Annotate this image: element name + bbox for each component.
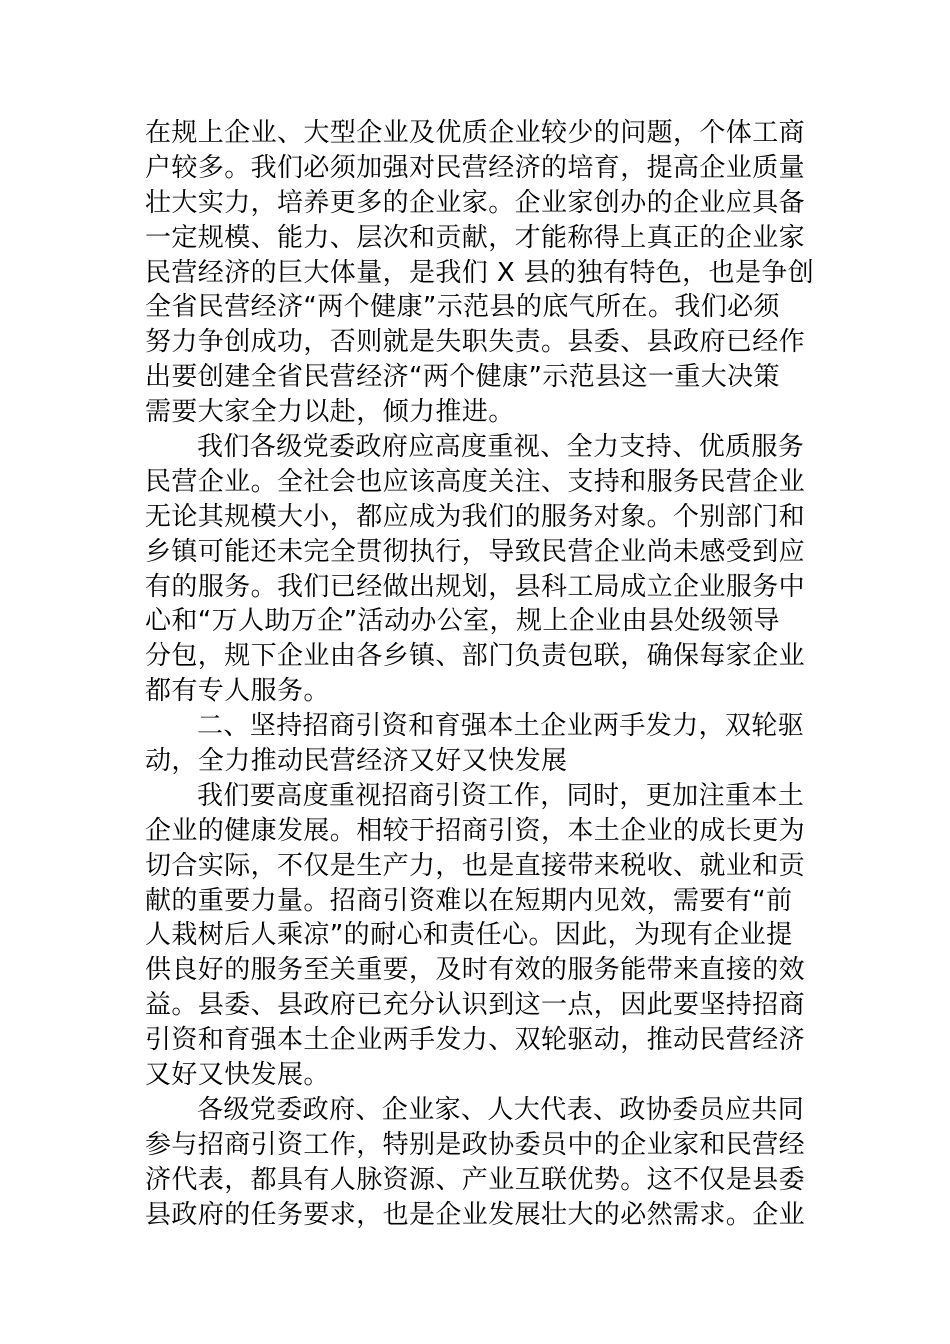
text-line: 切合实际，不仅是生产力，也是直接带来税收、就业和贡 [145,850,806,881]
text-line: 民营企业。全社会也应该高度关注、支持和服务民营企业 [145,466,806,497]
paragraph-3 [145,779,807,1093]
text-line: 全省民营经济“两个健康”示范县的底气所在。我们必须 [145,292,780,323]
text-line: 在规上企业、大型企业及优质企业较少的问题，个体工商 [145,118,806,148]
text-line: 人栽树后人乘凉”的耐心和责任心。因此，为现有企业提 [145,920,793,951]
text-line: 一定规模、能力、层次和贡献，才能称得上真正的企业家 [145,222,806,253]
text-line: 县政府的任务要求，也是企业发展壮大的必然需求。企业 [145,1199,806,1230]
text-line: 我们要高度重视招商引资工作，同时，更加注重本土 [197,780,805,811]
paragraph-2 [145,430,807,709]
section-heading-2 [145,709,807,779]
paragraph-4 [145,1093,807,1233]
text-line: 有的服务。我们已经做出规划，县科工局成立企业服务中 [145,571,806,602]
heading-line: 动，全力推动民营经济又好又快发展 [145,746,568,777]
text-line: 引资和育强本土企业两手发力、双轮驱动，推动民营经济 [145,1025,806,1056]
text-line: 企业的健康发展。相较于招商引资，本土企业的成长更为 [145,815,806,846]
text-line: 无论其规模大小，都应成为我们的服务对象。个别部门和 [145,501,806,532]
paragraph-1 [145,116,815,430]
heading-line: 二、坚持招商引资和育强本土企业两手发力，双轮驱 [197,711,805,742]
text-line: 各级党委政府、企业家、人大代表、政协委员应共同 [197,1094,805,1125]
text-line: 努力争创成功，否则就是失职失责。县委、县政府已经作 [145,327,806,358]
text-line: 都有专人服务。 [145,676,330,707]
text-line: 心和“万人助万企”活动办公室，规上企业由县处级领导 [145,606,780,637]
text-line: 出要创建全省民营经济“两个健康”示范县这一重大决策 [145,362,780,393]
text-line: 供良好的服务至关重要，及时有效的服务能带来直接的效 [145,955,806,986]
text-line: 乡镇可能还未完全贯彻执行，导致民营企业尚未感受到应 [145,536,806,567]
document-body [145,116,815,1233]
text-line: 需要大家全力以赴，倾力推进。 [145,397,515,428]
text-line: 益。县委、县政府已充分认识到这一点，因此要坚持招商 [145,990,806,1021]
text-line: 我们各级党委政府应高度重视、全力支持、优质服务 [197,432,805,463]
text-line: 壮大实力，培养更多的企业家。企业家创办的企业应具备 [145,187,806,218]
text-line: 又好又快发展。 [145,1060,330,1091]
text-line: 济代表，都具有人脉资源、产业互联优势。这不仅是县委 [145,1164,806,1195]
text-line: 户较多。我们必须加强对民营经济的培育，提高企业质量 [145,152,806,183]
text-line: 分包，规下企业由各乡镇、部门负责包联，确保每家企业 [145,641,806,672]
text-line: 民营经济的巨大体量，是我们 X 县的独有特色，也是争创 [145,257,815,288]
text-line: 献的重要力量。招商引资难以在短期内见效，需要有“前 [145,885,793,916]
text-line: 参与招商引资工作，特别是政协委员中的企业家和民营经 [145,1129,806,1160]
